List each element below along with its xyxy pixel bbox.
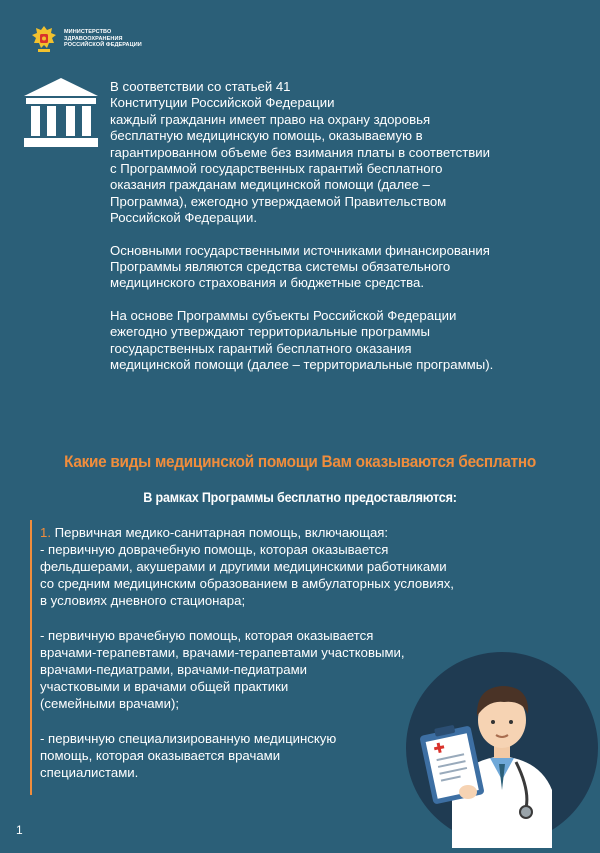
text-line: - первичную врачебную помощь, которая оказывается [40,628,374,643]
text-line: помощь, которая оказывается врачами [40,748,281,763]
text-line: врачами-педиатрами, врачами-педиатрами [40,662,308,677]
text-line: На основе Программы субъекты Российской Федерации [110,307,457,323]
intro-text [110,79,585,390]
section-subtitle: В рамках Программы бесплатно предоставляются: [143,490,457,505]
list-subitem-a [40,541,580,609]
text-line: в условиях дневного стационара; [40,593,246,608]
intro-paragraph-3 [110,308,585,374]
text-line: со средним медицинским образованием в амбулаторных условиях, [40,576,454,591]
list-item-heading [40,524,580,541]
text-line: оказания гражданам медицинской помощи (далее – [110,177,430,193]
text-line: гарантированном объеме без взимания платы в соответствии [110,144,490,160]
accent-divider [30,520,32,795]
page-number: 1 [16,823,23,837]
text-line: - первичную специализированную медицинскую [40,731,337,746]
text-line: государственных гарантий бесплатного оказания [110,340,412,356]
section-title: Какие виды медицинской помощи Вам оказываются бесплатно [64,453,536,471]
ministry-emblem-icon [30,24,58,54]
intro-paragraph-2 [110,243,585,292]
text-line: фельдшерами, акушерами и другими медицинскими работниками [40,559,447,574]
logo-line-3: РОССИЙСКОЙ ФЕДЕРАЦИИ [64,42,142,49]
government-building-icon [22,76,100,155]
text-line: (семейными врачами); [40,696,180,711]
text-line: бесплатную медицинскую помощь, оказываемую в [110,128,423,144]
list-item-number: 1. [40,525,51,540]
text-line: каждый гражданин имеет право на охрану здоровья [110,111,431,127]
intro-paragraph-1 [110,79,585,227]
text-line: - первичную доврачебную помощь, которая оказывается [40,542,389,557]
text-line: Основными государственными источниками финансирования [110,242,490,258]
text-line: медицинского страхования и бюджетные средства. [110,275,425,291]
text-line: Конституции Российской Федерации [110,95,335,111]
text-line: Российской Федерации. [110,210,258,226]
text-line: ежегодно утверждают территориальные программы [110,324,430,340]
text-line: В соответствии со статьей 41 [110,79,291,94]
text-line: медицинской помощи (далее – территориальные программы). [110,357,494,373]
doctor-illustration [404,640,600,853]
logo-line-2: ЗДРАВООХРАНЕНИЯ [64,35,123,42]
ministry-logo [30,24,142,54]
text-line: Программа), ежегодно утверждаемой Правительством [110,193,447,209]
logo-line-1: МИНИСТЕРСТВО [64,29,112,36]
text-line: участковыми и врачами общей практики [40,679,289,694]
text-line: врачами-терапевтами, врачами-терапевтами участковыми, [40,645,405,660]
text-line: с Программой государственных гарантий бесплатного [110,161,443,177]
text-line: специалистами. [40,765,139,780]
text-line: Программы являются средства системы обязательного [110,259,451,275]
list-item-title: Первичная медико-санитарная помощь, включающая: [54,525,389,540]
